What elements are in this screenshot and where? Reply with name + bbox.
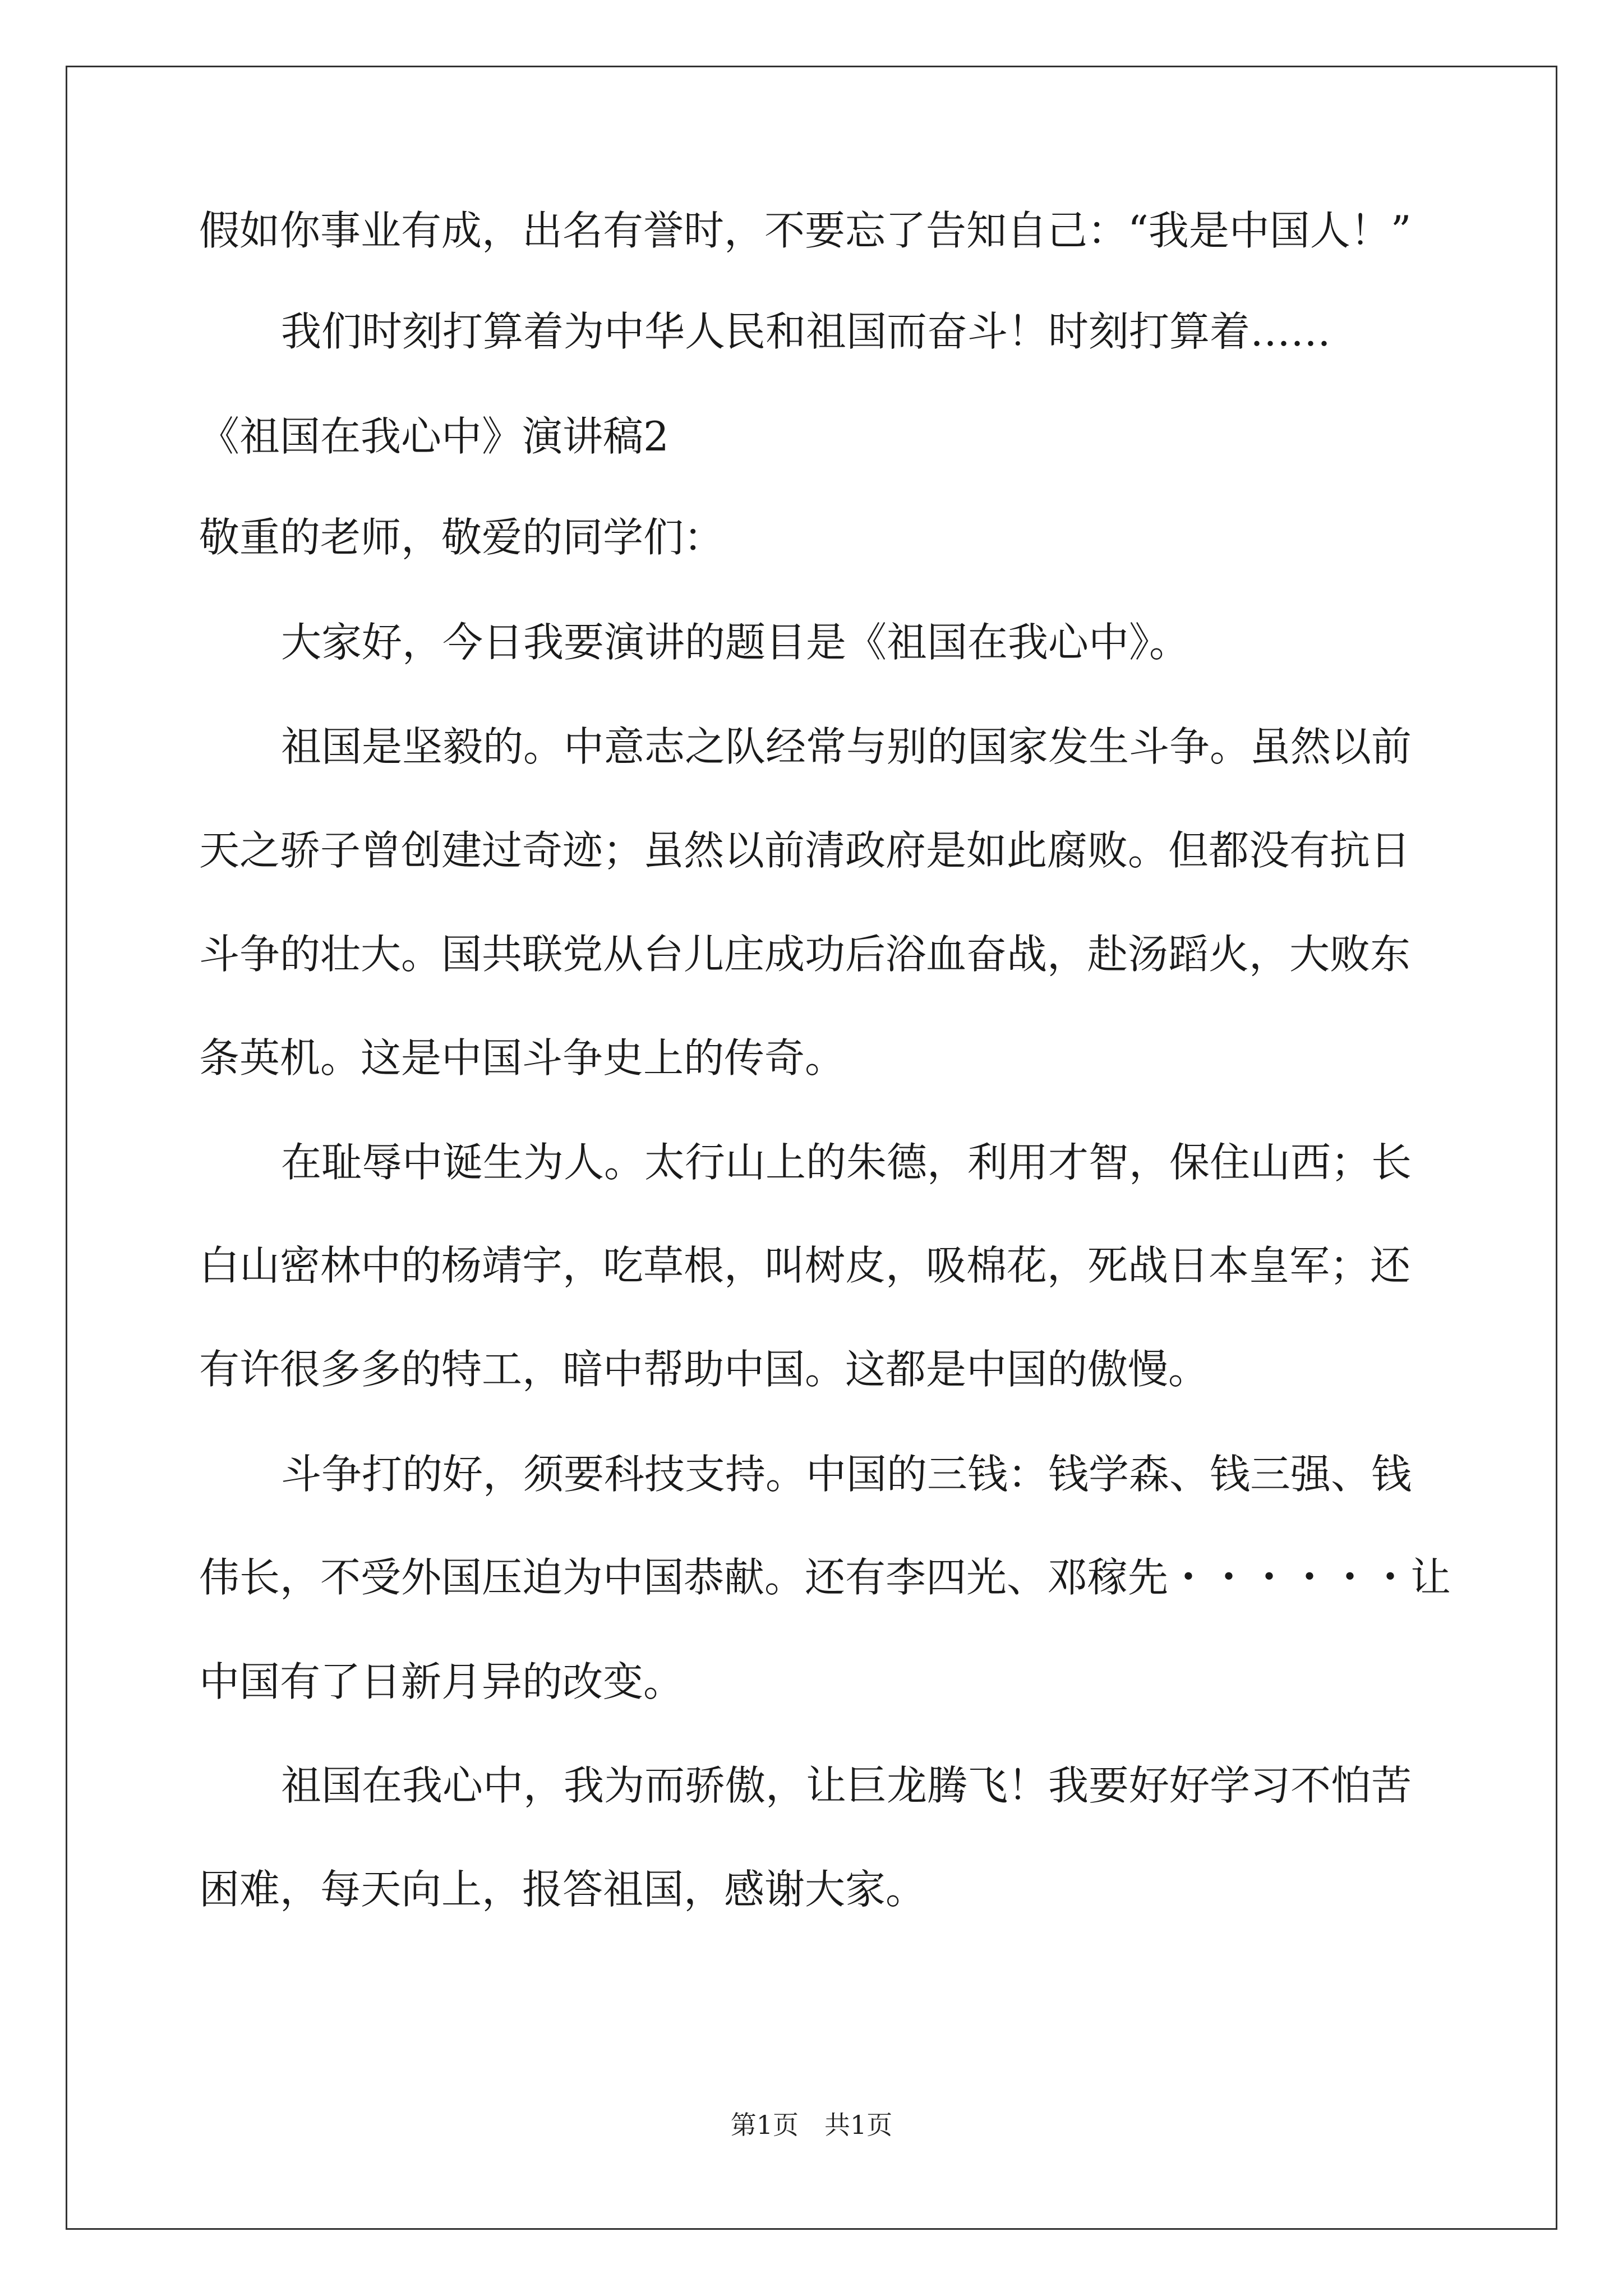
section-title: 《祖国在我心中》演讲稿2 bbox=[199, 413, 669, 460]
paragraph-line: 困难，每天向上，报答祖国，感谢大家。 bbox=[199, 1866, 926, 1913]
paragraph-line: 我们时刻打算着为中华人民和祖国而奋斗！时刻打算着…… bbox=[281, 308, 1331, 355]
paragraph-line: 大家好，今日我要演讲的题目是《祖国在我心中》。 bbox=[281, 619, 1190, 666]
paragraph-line: 斗争打的好，须要科技支持。中国的三钱：钱学森、钱三强、钱 bbox=[281, 1451, 1412, 1498]
paragraph-line: 斗争的壮大。国共联党从台儿庄成功后浴血奋战，赴汤蹈火，大败东 bbox=[199, 931, 1411, 978]
page-number-footer: 第1页 共1页 bbox=[730, 2110, 893, 2140]
paragraph-line: 有许很多多的特工，暗中帮助中国。这都是中国的傲慢。 bbox=[199, 1346, 1209, 1393]
paragraph-line: 祖国是坚毅的。中意志之队经常与别的国家发生斗争。虽然以前 bbox=[281, 723, 1412, 770]
paragraph-line: 条英机。这是中国斗争史上的传奇。 bbox=[199, 1034, 846, 1082]
paragraph-line: 伟长，不受外国压迫为中国恭献。还有李四光、邓稼先・・・・・・让 bbox=[199, 1554, 1451, 1601]
paragraph-line: 中国有了日新月异的改变。 bbox=[199, 1658, 684, 1705]
paragraph-line: 祖国在我心中，我为而骄傲，让巨龙腾飞！我要好好学习不怕苦 bbox=[281, 1762, 1412, 1809]
paragraph-line: 天之骄子曾创建过奇迹；虽然以前清政府是如此腐败。但都没有抗日 bbox=[199, 827, 1411, 874]
salutation: 敬重的老师，敬爱的同学们： bbox=[199, 514, 725, 561]
paragraph-line: 假如你事业有成，出名有誉时，不要忘了告知自己：“我是中国人！” bbox=[199, 207, 1412, 254]
paragraph-line: 在耻辱中诞生为人。太行山上的朱德，利用才智，保住山西；长 bbox=[281, 1139, 1412, 1186]
paragraph-line: 白山密林中的杨靖宇，吃草根，叫树皮，吸棉花，死战日本皇军；还 bbox=[199, 1242, 1411, 1289]
